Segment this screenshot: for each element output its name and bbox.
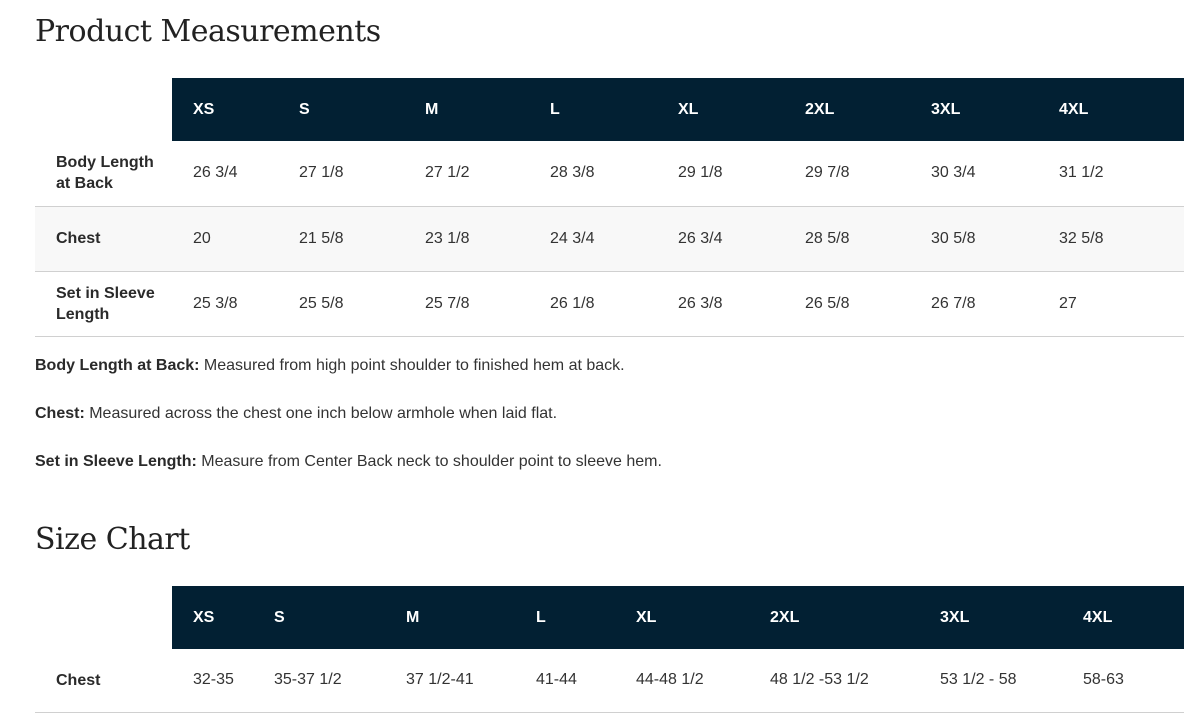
size-label: 2XL (770, 608, 800, 626)
size-header (940, 586, 1083, 649)
table-cell: 26 1/8 (550, 271, 678, 336)
table-cell: 32 5/8 (1059, 206, 1184, 271)
size-label: 3XL (940, 608, 970, 626)
note-sleeve-length (35, 451, 1135, 473)
table-cell: 27 1/2 (425, 164, 470, 182)
table-cell: 35-37 1/2 (274, 649, 406, 712)
table-row (35, 206, 1184, 271)
size-header (636, 586, 770, 649)
note-body-length (35, 355, 1135, 377)
size-header (931, 78, 1059, 141)
size-label: M (425, 100, 439, 118)
table-row (35, 141, 1184, 206)
size-header (274, 586, 406, 649)
table-cell: 26 5/8 (805, 271, 931, 336)
size-label: M (406, 608, 420, 626)
size-label: XS (193, 100, 215, 118)
table-cell: 20 (172, 206, 299, 271)
size-header (550, 78, 678, 141)
table-row (35, 649, 1184, 712)
row-label: Chest (35, 206, 172, 271)
size-label: 3XL (931, 100, 961, 118)
table-cell: 41-44 (536, 649, 636, 712)
corner-cell (35, 78, 172, 141)
size-header (770, 586, 940, 649)
note-term: Chest: (35, 405, 85, 422)
note-term: Body Length at Back: (35, 357, 200, 374)
measurement-notes (35, 355, 1135, 499)
size-header (1059, 78, 1184, 141)
size-label: XL (636, 608, 657, 626)
note-text: Measured from high point shoulder to finished hem at back. (199, 357, 625, 374)
table-cell: 30 5/8 (931, 206, 1059, 271)
table-cell: 31 1/2 (1059, 164, 1104, 182)
corner-cell (35, 586, 172, 649)
size-label: L (536, 608, 546, 626)
table-cell: 44-48 1/2 (636, 649, 770, 712)
note-text: Measured across the chest one inch below armhole when laid flat. (84, 405, 558, 422)
table-cell: 29 7/8 (805, 164, 850, 182)
header-row (35, 586, 1184, 649)
table-row (35, 271, 1184, 336)
table-cell: 25 7/8 (425, 271, 550, 336)
size-header (805, 78, 931, 141)
note-chest (35, 403, 1135, 425)
table-cell: 26 7/8 (931, 271, 1059, 336)
table-cell: 58-63 (1083, 649, 1184, 712)
note-text: Measure from Center Back neck to shoulder point to sleeve hem. (196, 453, 662, 470)
size-header (172, 586, 274, 649)
table-cell: 27 (1059, 271, 1184, 336)
size-header (172, 78, 299, 141)
size-header (678, 78, 805, 141)
table-cell: 28 5/8 (805, 206, 931, 271)
size-chart-table (35, 586, 1184, 713)
row-label: Chest (35, 649, 172, 712)
table-cell: 53 1/2 - 58 (940, 649, 1083, 712)
size-header (536, 586, 636, 649)
table-cell: 28 3/8 (550, 164, 595, 182)
size-header (1083, 586, 1184, 649)
table-cell: 27 1/8 (299, 164, 344, 182)
row-label: Set in Sleeve Length (35, 271, 172, 336)
size-label: S (299, 100, 310, 118)
row-label: Body Length at Back (56, 154, 154, 193)
size-header (299, 78, 425, 141)
size-label: XL (678, 100, 699, 118)
size-label: 4XL (1059, 100, 1089, 118)
header-row (35, 78, 1184, 141)
product-measurements-title: Product Measurements (35, 14, 381, 49)
table-cell: 37 1/2-41 (406, 649, 536, 712)
table-cell: 21 5/8 (299, 206, 425, 271)
size-label: S (274, 608, 285, 626)
size-header (425, 78, 550, 141)
table-cell: 26 3/8 (678, 271, 805, 336)
table-cell: 24 3/4 (550, 206, 678, 271)
table-cell: 30 3/4 (931, 164, 976, 182)
table-cell: 25 5/8 (299, 271, 425, 336)
size-label: L (550, 100, 560, 118)
table-cell: 26 3/4 (193, 164, 238, 182)
note-term: Set in Sleeve Length: (35, 453, 197, 470)
table-cell: 48 1/2 -53 1/2 (770, 649, 940, 712)
size-label: 4XL (1083, 608, 1113, 626)
size-label: 2XL (805, 100, 835, 118)
size-chart-title: Size Chart (35, 522, 190, 557)
size-header (406, 586, 536, 649)
table-cell: 26 3/4 (678, 206, 805, 271)
table-cell: 25 3/8 (172, 271, 299, 336)
size-label: XS (193, 608, 215, 626)
product-measurements-table (35, 78, 1184, 337)
table-cell: 29 1/8 (678, 164, 723, 182)
table-cell: 23 1/8 (425, 206, 550, 271)
table-cell: 32-35 (172, 649, 274, 712)
